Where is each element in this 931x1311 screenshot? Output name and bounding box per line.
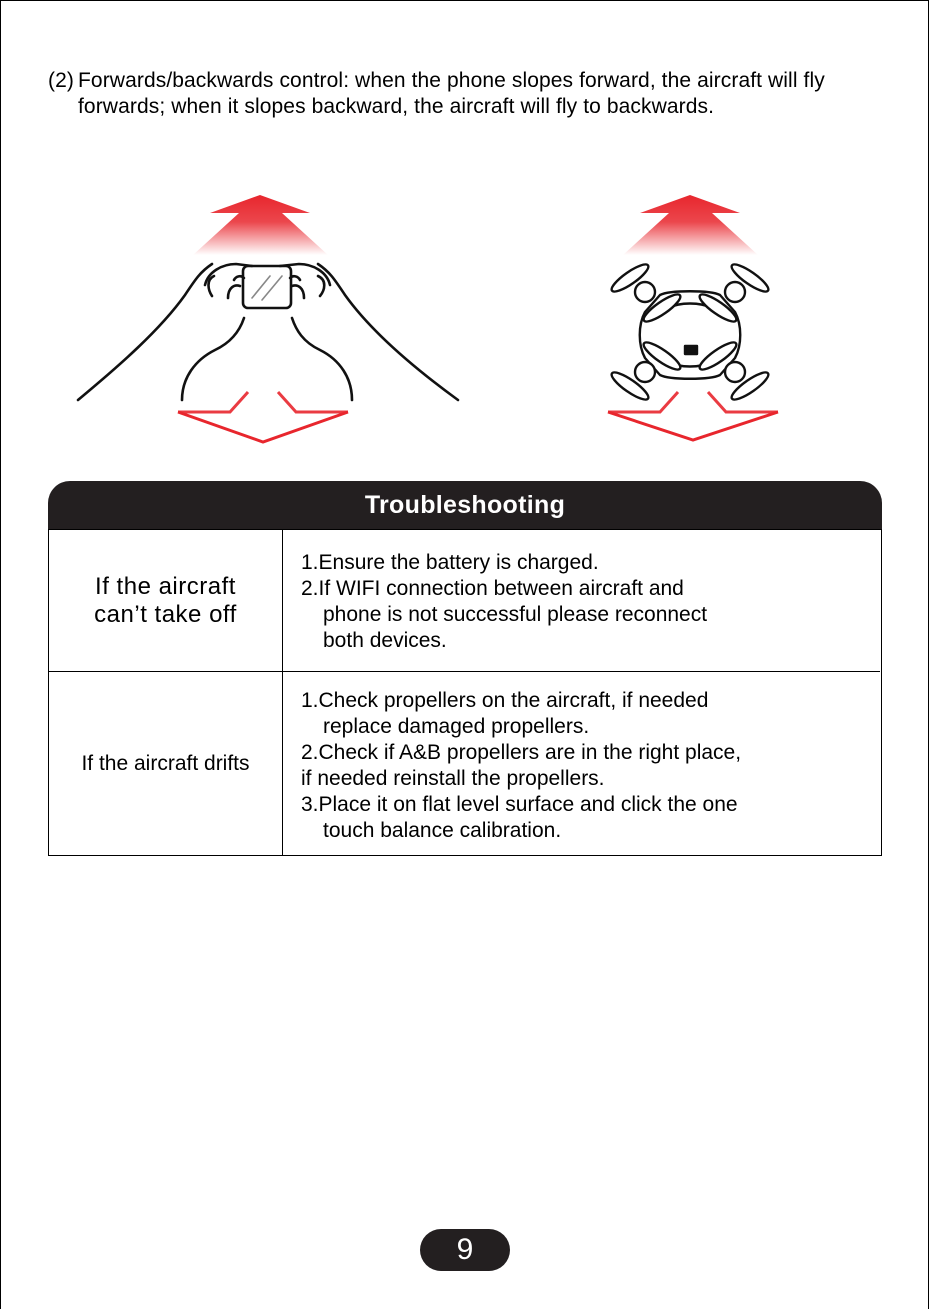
hands-tilting-phone-icon bbox=[78, 264, 458, 400]
remedy-line: 1.Ensure the battery is charged. bbox=[301, 551, 599, 574]
instruction-number: (2) bbox=[48, 69, 74, 92]
backward-arrow-icon bbox=[178, 392, 348, 442]
page-number-badge: 9 bbox=[420, 1229, 510, 1271]
remedy-line: 1.Check propellers on the aircraft, if needed bbox=[301, 689, 709, 712]
forward-arrow-icon-right bbox=[623, 195, 758, 255]
forward-arrow-icon bbox=[193, 195, 328, 255]
table-row bbox=[49, 672, 880, 855]
remedy-cell bbox=[284, 672, 880, 855]
condition-cell bbox=[49, 530, 283, 671]
troubleshooting-table bbox=[48, 481, 882, 856]
condition-text: If the aircraft bbox=[95, 572, 236, 600]
remedy-line: 2.Check if A&B propellers are in the right place, bbox=[301, 741, 742, 764]
backward-arrow-icon-right bbox=[608, 392, 778, 440]
remedy-line: both devices. bbox=[323, 629, 447, 652]
remedy-line: 3.Place it on flat level surface and click the one bbox=[301, 793, 738, 816]
control-illustration bbox=[0, 180, 931, 460]
instruction-paragraph bbox=[48, 68, 898, 120]
condition-text: If the aircraft drifts bbox=[81, 751, 250, 775]
condition-cell bbox=[49, 672, 283, 855]
remedy-line: touch balance calibration. bbox=[323, 819, 562, 842]
table-row bbox=[49, 530, 880, 672]
quadcopter-drone-icon bbox=[609, 260, 772, 403]
remedy-cell bbox=[284, 530, 880, 671]
troubleshooting-body bbox=[48, 529, 882, 856]
instruction-text: Forwards/backwards control: when the phone slopes forward, the aircraft will fly forwards; when it slopes backward, the aircraft will fly to backwards. bbox=[78, 69, 825, 118]
remedy-line: if needed reinstall the propellers. bbox=[301, 767, 605, 790]
troubleshooting-title: Troubleshooting bbox=[48, 481, 882, 529]
condition-text: can’t take off bbox=[94, 600, 237, 628]
remedy-line: phone is not successful please reconnect bbox=[323, 603, 708, 626]
remedy-line: 2.If WIFI connection between aircraft and bbox=[301, 577, 684, 600]
remedy-line: replace damaged propellers. bbox=[323, 715, 590, 738]
